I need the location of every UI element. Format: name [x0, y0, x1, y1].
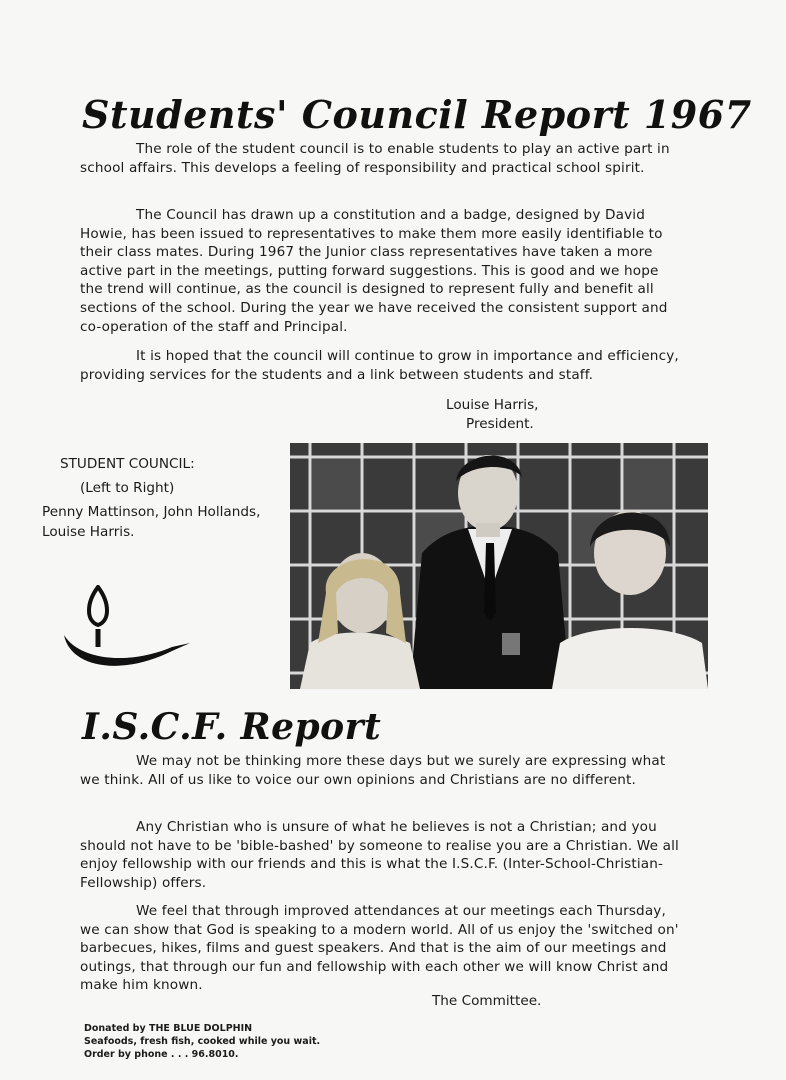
photo-image [290, 443, 708, 689]
photo-caption-names-2: Louise Harris. [42, 524, 135, 540]
photo-caption-names-1: Penny Mattinson, John Hollands, [42, 504, 261, 520]
ad-line-3: Order by phone . . . 96.8010. [84, 1049, 239, 1060]
iscf-paragraph-1: We may not be thinking more these days but we surely are expressing what we think. All of us like to voice our own opinions and Christians are no different. [80, 753, 666, 788]
footer-advertisement [84, 1022, 320, 1061]
iscf-signature: The Committee. [432, 993, 542, 1009]
council-paragraph-2: The Council has drawn up a constitution and a badge, designed by David Howie, has been issued to representatives to make them more easily identifiable to their class mates. During 1967 the Junior class representatives have taken a more active part in the meetings, putting forward suggestions. This is good and we hope the trend will continue, as the council is designed to represent fully and benefit all sections of the school. During the year we have received the consistent support and co-operation of the staff and Principal. [80, 207, 668, 335]
iscf-paragraph-3: We feel that through improved attendances at our meetings each Thursday, we can show that God is speaking to a modern world. All of us enjoy the 'switched on' barbecues, hikes, films and guest speakers. And that is the aim of our meetings and outings, that through our fun and fellowship with each other we will know Christ and make him known. [80, 903, 679, 994]
photo-caption-heading: STUDENT COUNCIL: [60, 456, 195, 472]
ad-line-1: Donated by THE BLUE DOLPHIN [84, 1023, 253, 1034]
council-paragraph-3: It is hoped that the council will continue to grow in importance and efficiency, providing services for the students and a link between students and staff. [80, 348, 679, 383]
council-signature-role: President. [466, 416, 534, 432]
iscf-lamp-logo [60, 585, 200, 685]
iscf-title: I.S.C.F. Report [82, 706, 382, 748]
student-council-photo [290, 443, 708, 689]
iscf-paragraph-2: Any Christian who is unsure of what he believes is not a Christian; and you should not have to be 'bible-bashed' by someone to realise you are a Christian. We all enjoy fellowship with our friends and this is what the I.S.C.F. (Inter-School-Christian-Fellowship) offers. [80, 819, 679, 891]
ad-line-2: Seafoods, fresh fish, cooked while you wait. [84, 1036, 321, 1047]
student-council-title: Students' Council Report 1967 [82, 92, 752, 137]
council-signature-name: Louise Harris, [446, 397, 539, 413]
photo-caption-subheading: (Left to Right) [80, 480, 175, 496]
council-paragraph-1: The role of the student council is to enable students to play an active part in school affairs. This develops a feeling of responsibility and practical school spirit. [80, 141, 670, 176]
